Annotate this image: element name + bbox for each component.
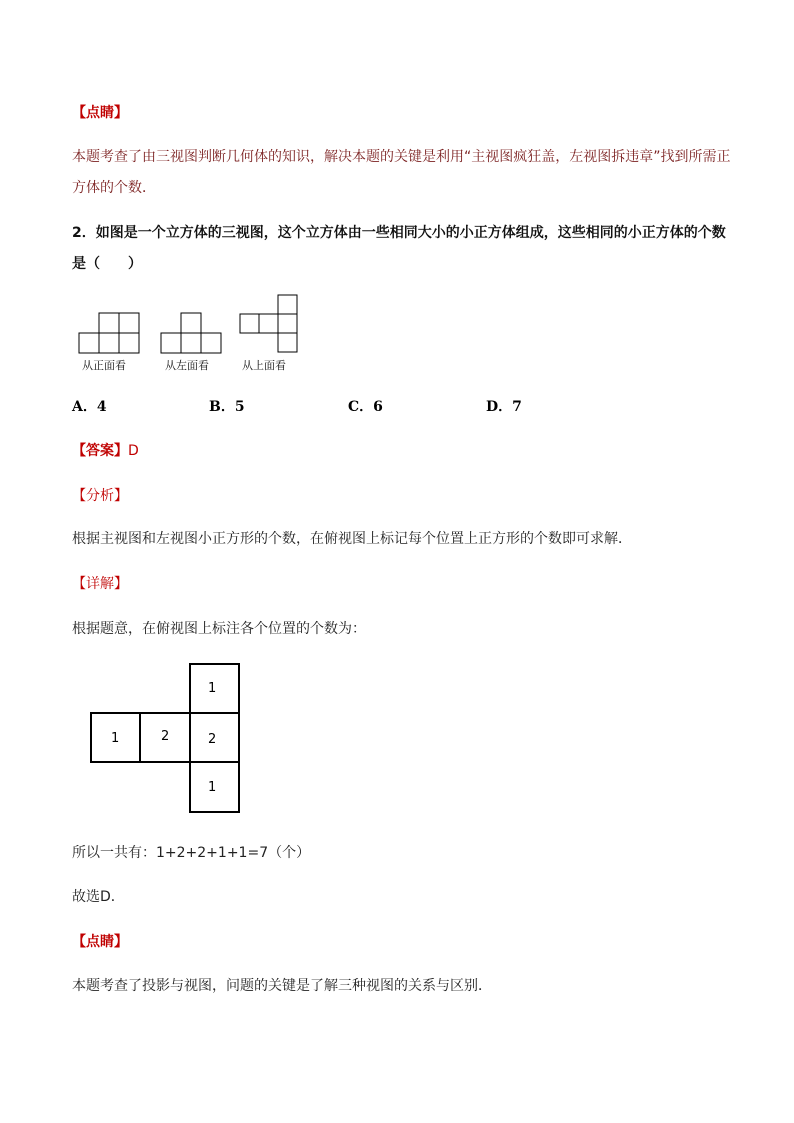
grid-number-center: 2 — [208, 732, 217, 747]
answer-row — [72, 440, 139, 460]
front-view — [79, 313, 139, 353]
question-line2: 是（ ） — [72, 256, 142, 272]
dianjing-text-2: 本题考查了投影与视图，问题的关键是了解三种视图的关系与区别． — [72, 978, 492, 994]
grid-number-mid: 2 — [161, 729, 170, 744]
view-label-front: 从正面看 — [82, 359, 126, 372]
dianjing-text-line1: 本题考查了由三视图判断几何体的知识，解决本题的关键是利用“主视图疯狂盖，左视图拆违章”找到所需正 — [72, 149, 731, 165]
three-views-figure — [76, 293, 306, 355]
dianjing-text-line2: 方体的个数． — [72, 180, 156, 196]
view-label-top: 从上面看 — [242, 359, 286, 372]
conclusion-line: 故选D． — [72, 889, 125, 905]
detail-text: 根据题意，在俯视图上标注各个位置的个数为： — [72, 621, 366, 637]
answer-tag: 【答案】 — [72, 443, 128, 459]
detail-tag: 【详解】 — [72, 576, 128, 592]
sum-line: 所以一共有：1+2+2+1+1=7（个） — [72, 845, 311, 861]
grid-number-bottom: 1 — [208, 780, 217, 795]
option-b: B．5 — [209, 399, 245, 415]
top-view — [240, 295, 297, 352]
left-view — [161, 313, 221, 353]
view-label-left: 从左面看 — [165, 359, 209, 372]
grid-number-left: 1 — [111, 731, 120, 746]
analysis-text: 根据主视图和左视图小正方形的个数，在俯视图上标记每个位置上正方形的个数即可求解． — [72, 531, 632, 547]
answer-value: D — [128, 443, 139, 459]
option-c: C．6 — [348, 399, 383, 415]
option-a: A．4 — [72, 399, 107, 415]
grid-number-top: 1 — [208, 681, 217, 696]
question-line1: 2．如图是一个立方体的三视图，这个立方体由一些相同大小的小正方体组成，这些相同的小正方体的个数 — [72, 225, 726, 241]
dianjing-tag-1: 【点睛】 — [72, 105, 128, 121]
analysis-tag: 【分析】 — [72, 488, 128, 504]
option-d: D．7 — [486, 399, 522, 415]
dianjing-tag-2: 【点睛】 — [72, 934, 128, 950]
